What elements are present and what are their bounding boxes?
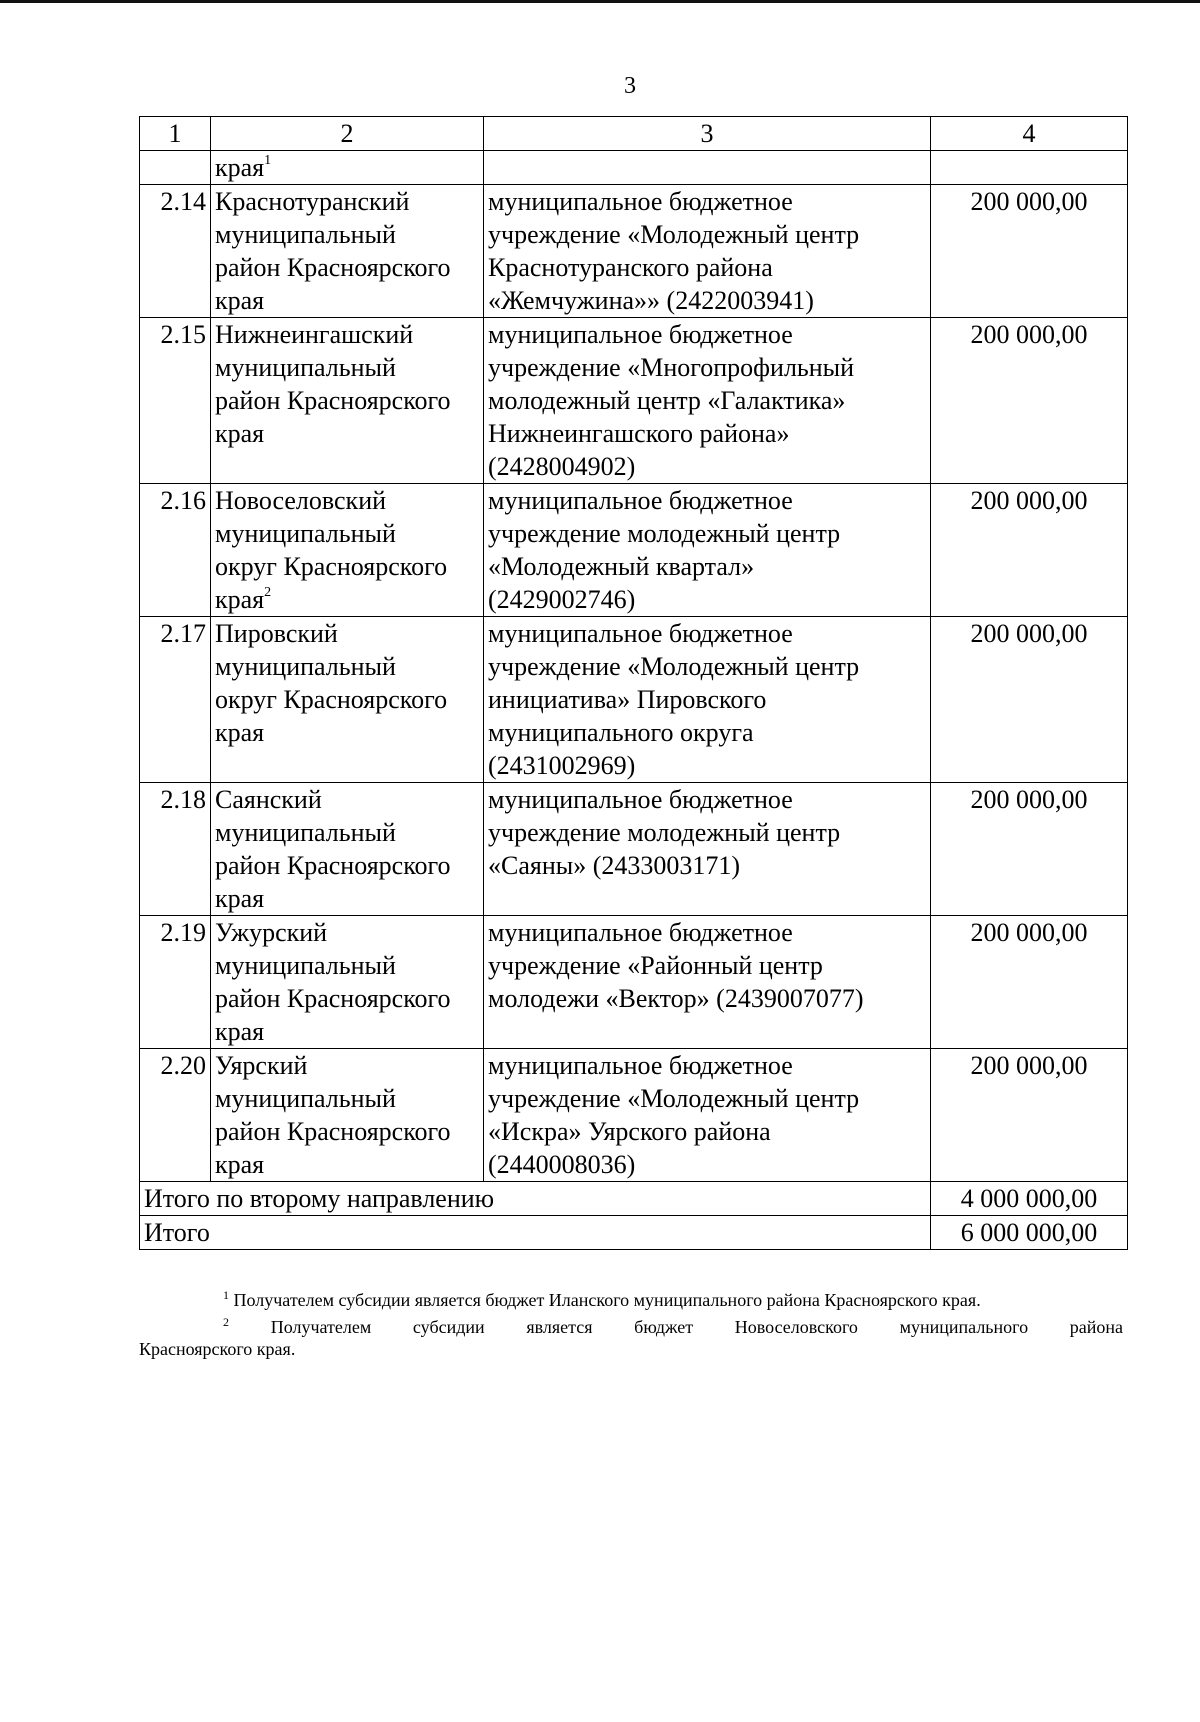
municipality-cell: Краснотуранский муниципальный район Красноярского края — [211, 185, 484, 318]
subsidy-table — [139, 116, 1128, 1250]
municipality-cell: Ужурский муниципальный район Красноярского края — [211, 916, 484, 1049]
table-row — [140, 1049, 1128, 1182]
amount-cell: 200 000,00 — [931, 783, 1128, 916]
scan-border-line — [0, 0, 1200, 3]
table-row — [140, 783, 1128, 916]
footnote-2-continuation: Красноярского края. — [139, 1339, 296, 1359]
row-number: 2.14 — [140, 185, 211, 318]
row-number: 2.16 — [140, 484, 211, 617]
footnotes — [139, 1284, 1123, 1360]
table-row — [140, 185, 1128, 318]
continuation-row — [140, 151, 1128, 185]
institution-cell: муниципальное бюджетное учреждение молодежный центр «Молодежный квартал» (2429002746) — [484, 484, 931, 617]
table-row — [140, 484, 1128, 617]
total-amount: 6 000 000,00 — [931, 1216, 1128, 1250]
municipality-cell: Уярский муниципальный район Красноярского края — [211, 1049, 484, 1182]
municipality-cell: Пировский муниципальный округ Красноярского края — [211, 617, 484, 783]
amount-cell: 200 000,00 — [931, 318, 1128, 484]
institution-cell: муниципальное бюджетное учреждение «Молодежный центр инициатива» Пировского муниципального округа (2431002969) — [484, 617, 931, 783]
amount-cell: 200 000,00 — [931, 617, 1128, 783]
table-row — [140, 916, 1128, 1049]
total-row — [140, 1182, 1128, 1216]
continuation-text: края$^1$ — [211, 151, 484, 185]
amount-cell: 200 000,00 — [931, 916, 1128, 1049]
header-cell: 3 — [484, 117, 931, 151]
institution-cell: муниципальное бюджетное учреждение «Молодежный центр «Искра» Уярского района (2440008036) — [484, 1049, 931, 1182]
footnote-1: $^1$ Получателем субсидии является бюджет Иланского муниципального района Красноярского края. — [223, 1288, 981, 1310]
row-number: 2.20 — [140, 1049, 211, 1182]
amount-cell: 200 000,00 — [931, 1049, 1128, 1182]
amount-cell: 200 000,00 — [931, 185, 1128, 318]
row-number: 2.18 — [140, 783, 211, 916]
municipality-cell: Саянский муниципальный район Красноярского края — [211, 783, 484, 916]
table-row — [140, 318, 1128, 484]
table-header-row — [140, 117, 1128, 151]
total-label: Итого — [140, 1216, 931, 1250]
institution-cell: муниципальное бюджетное учреждение «Молодежный центр Краснотуранского района «Жемчужина»» (2422003941) — [484, 185, 931, 318]
footnote-ref: 2 — [264, 585, 272, 600]
municipality-cell: Новоселовский муниципальный округ Красноярского края$^2$ — [211, 484, 484, 617]
institution-cell: муниципальное бюджетное учреждение молодежный центр «Саяны» (2433003171) — [484, 783, 931, 916]
total-label: Итого по второму направлению — [140, 1182, 931, 1216]
row-number: 2.19 — [140, 916, 211, 1049]
header-cell: 1 — [140, 117, 211, 151]
header-cell: 2 — [211, 117, 484, 151]
row-number: 2.17 — [140, 617, 211, 783]
total-amount: 4 000 000,00 — [931, 1182, 1128, 1216]
footnote-2: $^2$ Получателем субсидии является бюджет Новоселовского муниципального района — [223, 1315, 1124, 1337]
header-cell: 4 — [931, 117, 1128, 151]
footnote-ref: 1 — [264, 153, 272, 168]
institution-cell: муниципальное бюджетное учреждение «Районный центр молодежи «Вектор» (2439007077) — [484, 916, 931, 1049]
total-row — [140, 1216, 1128, 1250]
table-row — [140, 617, 1128, 783]
institution-cell: муниципальное бюджетное учреждение «Многопрофильный молодежный центр «Галактика» Нижнеингашского района» (2428004902) — [484, 318, 931, 484]
row-number: 2.15 — [140, 318, 211, 484]
municipality-cell: Нижнеингашский муниципальный район Красноярского края — [211, 318, 484, 484]
page-number: 3 — [624, 73, 636, 99]
amount-cell: 200 000,00 — [931, 484, 1128, 617]
